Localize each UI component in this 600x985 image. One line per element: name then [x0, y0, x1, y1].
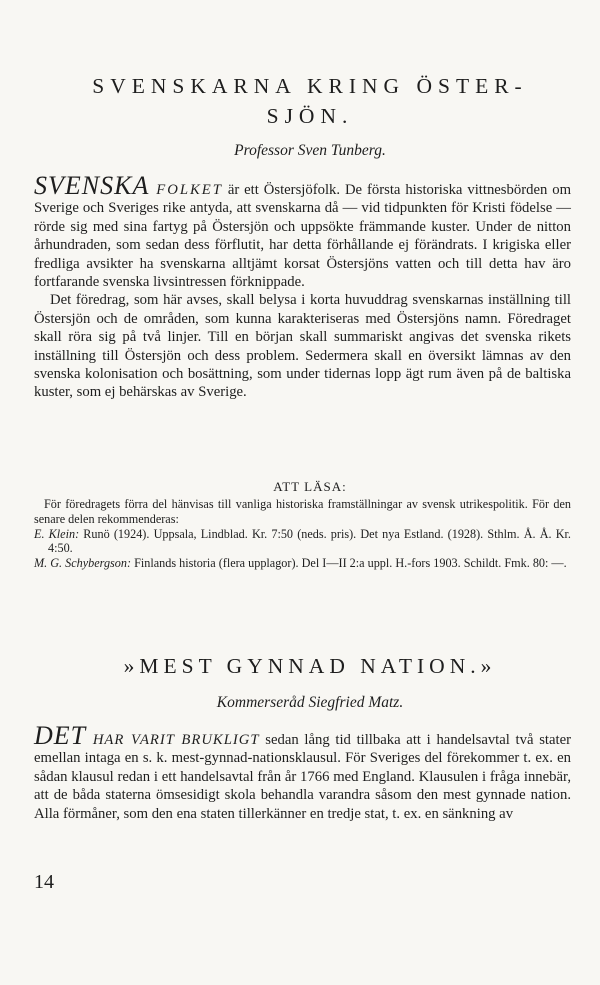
reading-list-title: ATT LÄSA: — [273, 479, 347, 494]
reading-list-text: Runö (1924). Uppsala, Lindblad. Kr. 7:50 (neds. pris). Det nya Estland. (1928). Sthlm. Å. Å. Kr. 4:50. — [48, 526, 571, 556]
lead-word: SVENSKA — [34, 171, 150, 200]
reading-list-item — [34, 527, 571, 557]
paragraph-text: är ett Östersjöfolk. De första historiska vittnesbörden om Sverige och Sveriges rike antyda, att svenskarna då — vid tidpunkten för Kristi födelse — rörde sig med sina fartyg på Östersjön och uppsökte främmande kuster. Under de nitton århundraden, som sedan dess förflutit, har detta förhållande ej förändrats. I krigiska eller fredliga avsikter ha svenskarna alltjämt korsat Östersjöns vatten och till detta hav äro fortfarande svenska livsintressen förknippade. — [34, 182, 571, 291]
article-title: »MEST GYNNAD NATION.» — [123, 654, 497, 678]
paragraph — [34, 721, 571, 823]
paragraph — [34, 171, 571, 291]
page-number: 14 — [34, 871, 54, 893]
article-title-line-1: SVENSKARNA KRING ÖSTER- — [92, 74, 528, 98]
reading-list-intro: För föredragets förra del hänvisas till vanliga historiska framställningar av svensk utrikespolitik. För den senare delen rekommenderas: — [34, 497, 571, 526]
reading-list-item — [34, 556, 571, 571]
reading-list-author: M. G. Schybergson: — [34, 556, 132, 571]
article-author: Professor Sven Tunberg. — [234, 142, 386, 159]
lead-words: HAR VARIT BRUKLIGT — [86, 732, 260, 748]
article-body — [34, 171, 571, 402]
article-body — [34, 721, 571, 823]
lead-words: FOLKET — [149, 182, 223, 198]
reading-list-text: Finlands historia (flera upplagor). Del I—II 2:a uppl. H.-fors 1903. Schildt. Fmk. 80: —. — [131, 556, 567, 571]
lead-word: DET — [34, 721, 87, 750]
paragraph-text: sedan lång tid tillbaka att i handelsavtal två stater emellan intaga en s. k. mest-gynnad-nationsklausul. För Sveriges del förekommer t. ex. en sådan klausul redan i ett handelsavtal från år 1766 med England. Klausulen i fråga innebär, att de båda staterna ömsesidigt skola behandla varandra såsom den mest gynnade nation. Alla förmåner, som den ena staten tillerkänner en tredje stat, t. ex. en sänkning av — [34, 732, 571, 822]
reading-list — [34, 497, 571, 571]
reading-list-author: E. Klein: — [34, 526, 80, 541]
paragraph: Det föredrag, som här avses, skall belysa i korta huvuddrag svenskarnas inställning till Östersjön och de områden, som kunna karakteriseras med Östersjöns namn. Föredraget skall röra sig på två linjer. Till en början skall summariskt angivas det svenska rikets inställning till Östersjön och dess problem. Sedermera skall en översikt lämnas av den svenska kolonisation och bosättning, som under tidernas lopp ägt rum även på de baltiska kuster, som ej behärskas av Sverige. — [34, 292, 571, 401]
article-title-line-2: SJÖN. — [266, 104, 354, 128]
article-author: Kommerseråd Siegfried Matz. — [216, 694, 404, 711]
